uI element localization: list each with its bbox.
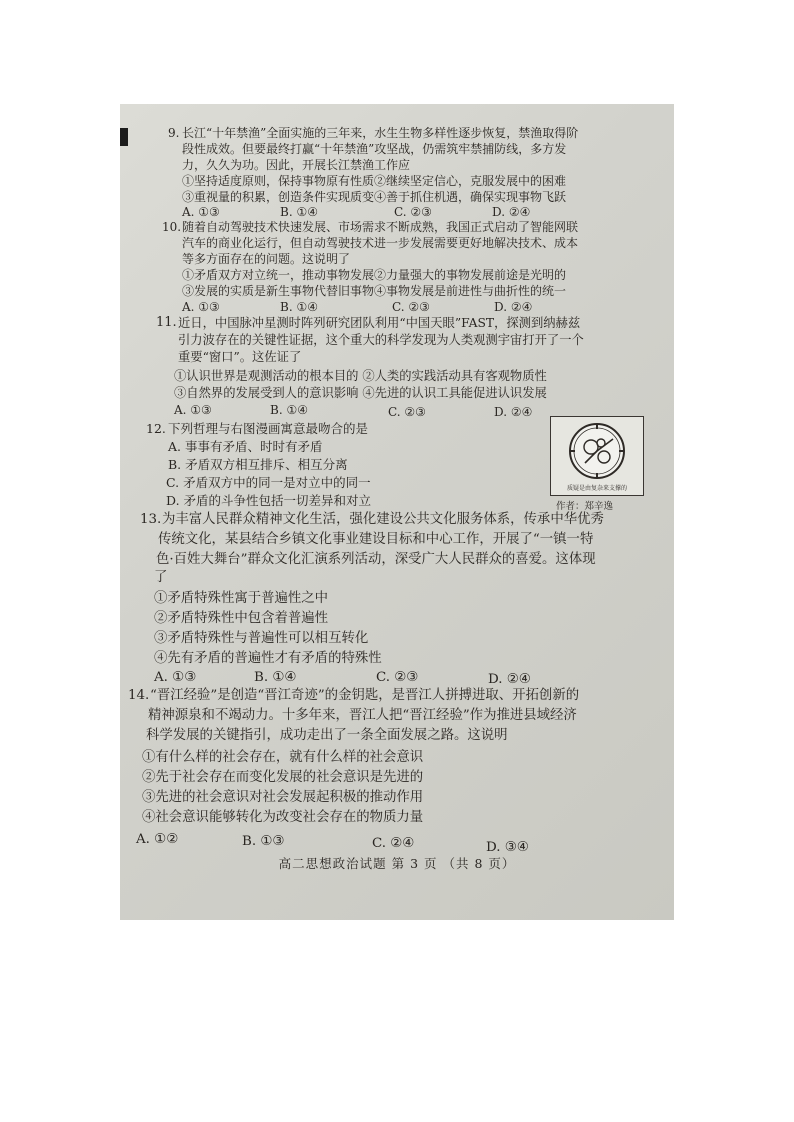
statement-line: ②先于社会存在而变化发展的社会意识是先进的 bbox=[142, 770, 424, 785]
option-c: C. ②③ bbox=[376, 670, 419, 685]
option-a: A. ①③ bbox=[182, 205, 220, 219]
option-d: D. ②④ bbox=[494, 300, 533, 314]
question-stem-line: 下列哲理与右图漫画寓意最吻合的是 bbox=[168, 421, 369, 436]
option-line: C. 矛盾双方中的同一是对立中的同一 bbox=[166, 475, 371, 490]
statement-line: ①认识世界是观测活动的根本目的 ②人类的实践活动具有客观物质性 bbox=[174, 369, 547, 383]
question-stem-line: 力，久久为功。因此，开展长江禁渔工作应 bbox=[182, 158, 411, 172]
option-d: D. ②④ bbox=[488, 672, 531, 687]
statement-line: ②矛盾特殊性中包含着普遍性 bbox=[154, 611, 329, 626]
option-d: D. ②④ bbox=[492, 205, 531, 219]
question-stem-line: 随着自动驾驶技术快速发展、市场需求不断成熟，我国正式启动了智能网联 bbox=[182, 220, 579, 234]
statement-line: ①有什么样的社会存在，就有什么样的社会意识 bbox=[142, 750, 424, 765]
option-line: B. 矛盾双方相互排斥、相互分离 bbox=[168, 457, 348, 472]
option-a: A. ①② bbox=[136, 832, 179, 847]
option-b: B. ①④ bbox=[270, 403, 308, 417]
question-stem-line: 科学发展的关键指引，成功走出了一条全面发展之路。这说明 bbox=[146, 728, 508, 743]
question-number: 14. bbox=[128, 688, 150, 703]
statement-line: ①矛盾双方对立统一，推动事物发展②力量强大的事物发展前途是光明的 bbox=[182, 268, 567, 282]
option-a: A. ①③ bbox=[154, 670, 197, 685]
question-number: 13. bbox=[140, 512, 162, 527]
page-edge-mark bbox=[120, 128, 128, 146]
statement-line: ①矛盾特殊性寓于普遍性之中 bbox=[154, 591, 329, 606]
option-line: D. 矛盾的斗争性包括一切差异和对立 bbox=[166, 493, 372, 508]
option-c: C. ②③ bbox=[394, 205, 432, 219]
option-d: D. ②④ bbox=[494, 405, 533, 419]
statement-line: ④社会意识能够转化为改变社会存在的物质力量 bbox=[142, 810, 424, 825]
exam-page-photo bbox=[120, 104, 674, 920]
question-number: 11. bbox=[156, 315, 177, 330]
question-number: 9. bbox=[168, 126, 180, 140]
option-b: B. ①④ bbox=[280, 300, 318, 314]
clock-gears-icon bbox=[551, 417, 643, 483]
question-number: 12. bbox=[146, 421, 166, 436]
question-stem-line: 近日，中国脉冲星测时阵列研究团队利用“中国天眼”FAST，探测到纳赫兹 bbox=[178, 316, 581, 330]
option-b: B. ①③ bbox=[242, 834, 285, 849]
question-stem-line: 段性成效。但要最终打赢“十年禁渔”攻坚战，仍需筑牢禁捕防线，多方发 bbox=[182, 142, 567, 156]
option-d: D. ③④ bbox=[486, 840, 529, 855]
option-b: B. ①④ bbox=[254, 670, 297, 685]
question-stem-line: “晋江经验”是创造“晋江奇迹”的金钥匙，是晋江人拼搏进取、开拓创新的 bbox=[150, 688, 580, 703]
question-stem-line: 等多方面存在的问题。这说明了 bbox=[182, 252, 351, 266]
question-stem-line: 汽车的商业化运行，但自动驾驶技术进一步发展需要更好地解决技术、成本 bbox=[182, 236, 579, 250]
question-stem-line: 了 bbox=[154, 570, 168, 585]
page-footer: 高二思想政治试题 第 3 页 （共 8 页） bbox=[278, 856, 516, 871]
cartoon-image bbox=[550, 416, 644, 496]
statement-line: ①坚持适度原则，保持事物原有性质②继续坚定信心，克服发展中的困难 bbox=[182, 174, 567, 188]
statement-line: ③先进的社会意识对社会发展起积极的推动作用 bbox=[142, 790, 424, 805]
question-stem-line: 为丰富人民群众精神文化生活，强化建设公共文化服务体系，传承中华优秀 bbox=[162, 512, 604, 527]
cartoon-author: 作者：郑辛逸 bbox=[556, 501, 614, 512]
option-c: C. ②④ bbox=[372, 836, 415, 851]
option-c: C. ②③ bbox=[388, 405, 426, 419]
option-c: C. ②③ bbox=[392, 300, 430, 314]
question-stem-line: 精神源泉和不竭动力。十多年来，晋江人把“晋江经验”作为推进县域经济 bbox=[148, 708, 577, 723]
cartoon-caption: 质疑是由复杂来支撑的 bbox=[566, 485, 627, 492]
question-stem-line: 色·百姓大舞台”群众文化汇演系列活动，深受广大人民群众的喜爱。这体现 bbox=[156, 552, 596, 567]
option-a: A. ①③ bbox=[174, 403, 212, 417]
option-line: A. 事事有矛盾、时时有矛盾 bbox=[168, 439, 323, 454]
option-b: B. ①④ bbox=[280, 205, 318, 219]
question-stem-line: 长江“十年禁渔”全面实施的三年来，水生生物多样性逐步恢复，禁渔取得阶 bbox=[182, 126, 579, 140]
statement-line: ③发展的实质是新生事物代替旧事物④事物发展是前进性与曲折性的统一 bbox=[182, 284, 567, 298]
statement-line: ③矛盾特殊性与普遍性可以相互转化 bbox=[154, 631, 369, 646]
question-stem-line: 重要“窗口”。这佐证了 bbox=[178, 350, 302, 364]
question-stem-line: 传统文化，某县结合乡镇文化事业建设目标和中心工作，开展了“一镇一特 bbox=[158, 532, 594, 547]
statement-line: ④先有矛盾的普遍性才有矛盾的特殊性 bbox=[154, 651, 382, 666]
option-a: A. ①③ bbox=[182, 300, 220, 314]
question-number: 10. bbox=[162, 220, 182, 234]
statement-line: ③重视量的积累，创造条件实现质变④善于抓住机遇，确保实现事物飞跃 bbox=[182, 190, 567, 204]
statement-line: ③自然界的发展受到人的意识影响 ④先进的认识工具能促进认识发展 bbox=[174, 386, 547, 400]
question-stem-line: 引力波存在的关键性证据，这个重大的科学发现为人类观测宇宙打开了一个 bbox=[178, 333, 584, 347]
